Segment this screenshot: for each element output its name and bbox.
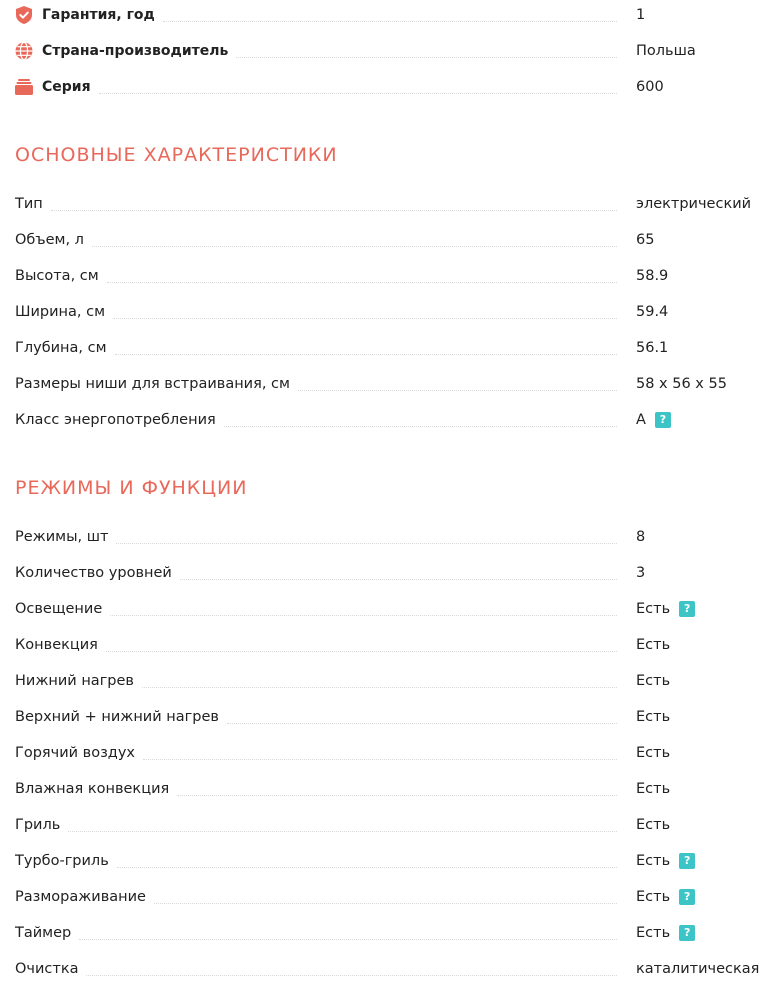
- spec-value: Есть: [636, 781, 671, 797]
- spec-row: [15, 526, 768, 548]
- help-icon[interactable]: ?: [655, 412, 671, 428]
- spec-row: [15, 265, 768, 287]
- spec-row-series: [15, 76, 768, 98]
- help-icon[interactable]: ?: [679, 925, 695, 941]
- spec-label: Верхний + нижний нагрев: [15, 706, 227, 728]
- spec-row: [15, 778, 768, 800]
- leader-dots: [51, 210, 617, 211]
- leader-dots: [107, 282, 617, 283]
- spec-value: 58 x 56 x 55: [636, 376, 727, 392]
- leader-dots: [116, 543, 617, 544]
- spec-row-warranty: [15, 4, 768, 26]
- leader-dots: [177, 795, 617, 796]
- spec-label: Ширина, см: [15, 301, 113, 323]
- leader-dots: [154, 903, 617, 904]
- spec-row: [15, 373, 768, 395]
- leader-dots: [79, 939, 617, 940]
- section-title-main: ОСНОВНЫЕ ХАРАКТЕРИСТИКИ: [15, 144, 338, 166]
- spec-label: Турбо-гриль: [15, 850, 117, 872]
- spec-value: Есть: [636, 637, 671, 653]
- spec-row-country: [15, 40, 768, 62]
- spec-value: Есть: [636, 889, 671, 905]
- spec-row: [15, 706, 768, 728]
- spec-label: Влажная конвекция: [15, 778, 177, 800]
- spec-label: Гриль: [15, 814, 68, 836]
- spec-row: [15, 562, 768, 584]
- spec-label: Режимы, шт: [15, 526, 116, 548]
- leader-dots: [117, 867, 617, 868]
- help-icon[interactable]: ?: [679, 853, 695, 869]
- spec-label: Объем, л: [15, 229, 92, 251]
- leader-dots: [224, 426, 617, 427]
- spec-row: [15, 193, 768, 215]
- spec-label: Тип: [15, 193, 51, 215]
- leader-dots: [86, 975, 617, 976]
- leader-dots: [115, 354, 617, 355]
- leader-dots: [163, 21, 617, 22]
- stack-icon: [15, 78, 33, 96]
- spec-row: [15, 409, 768, 431]
- spec-value: Польша: [636, 43, 696, 59]
- spec-row: [15, 634, 768, 656]
- leader-dots: [110, 615, 617, 616]
- leader-dots: [92, 246, 617, 247]
- spec-row: [15, 922, 768, 944]
- spec-value: Есть: [636, 745, 671, 761]
- spec-value: 3: [636, 565, 646, 581]
- leader-dots: [143, 759, 617, 760]
- spec-row: [15, 958, 768, 980]
- spec-label: Размеры ниши для встраивания, см: [15, 373, 298, 395]
- leader-dots: [106, 651, 617, 652]
- leader-dots: [180, 579, 617, 580]
- spec-label: Горячий воздух: [15, 742, 143, 764]
- leader-dots: [227, 723, 617, 724]
- spec-value: Есть: [636, 817, 671, 833]
- spec-value: электрический: [636, 196, 752, 212]
- spec-label: Количество уровней: [15, 562, 180, 584]
- help-icon[interactable]: ?: [679, 889, 695, 905]
- spec-row: [15, 598, 768, 620]
- spec-label: Освещение: [15, 598, 110, 620]
- spec-label: Класс энергопотребления: [15, 409, 224, 431]
- leader-dots: [99, 93, 617, 94]
- spec-label: Серия: [42, 76, 99, 98]
- spec-row: [15, 742, 768, 764]
- spec-label: Глубина, см: [15, 337, 115, 359]
- leader-dots: [142, 687, 617, 688]
- leader-dots: [68, 831, 617, 832]
- spec-label: Очистка: [15, 958, 86, 980]
- spec-label: Нижний нагрев: [15, 670, 142, 692]
- spec-label: Высота, см: [15, 265, 107, 287]
- spec-label: Таймер: [15, 922, 79, 944]
- spec-row: [15, 850, 768, 872]
- spec-value: Есть: [636, 853, 671, 869]
- spec-row: [15, 301, 768, 323]
- spec-label: Размораживание: [15, 886, 154, 908]
- spec-value: 58.9: [636, 268, 669, 284]
- spec-value: A: [636, 412, 646, 428]
- leader-dots: [113, 318, 617, 319]
- shield-check-icon: [15, 6, 33, 24]
- spec-value: 65: [636, 232, 655, 248]
- spec-row: [15, 814, 768, 836]
- leader-dots: [236, 57, 617, 58]
- help-icon[interactable]: ?: [679, 601, 695, 617]
- spec-value: 56.1: [636, 340, 669, 356]
- spec-value: Есть: [636, 601, 671, 617]
- spec-value: каталитическая: [636, 961, 760, 977]
- spec-row: [15, 337, 768, 359]
- spec-value: 600: [636, 79, 664, 95]
- spec-value: 1: [636, 7, 646, 23]
- globe-icon: [15, 42, 33, 60]
- spec-value: Есть: [636, 709, 671, 725]
- section-title-modes: РЕЖИМЫ И ФУНКЦИИ: [15, 477, 248, 499]
- spec-label: Страна-производитель: [42, 40, 236, 62]
- spec-label: Конвекция: [15, 634, 106, 656]
- spec-value: Есть: [636, 673, 671, 689]
- spec-label: Гарантия, год: [42, 4, 163, 26]
- spec-value: 8: [636, 529, 646, 545]
- leader-dots: [298, 390, 617, 391]
- spec-row: [15, 886, 768, 908]
- spec-value: 59.4: [636, 304, 669, 320]
- spec-value: Есть: [636, 925, 671, 941]
- spec-row: [15, 670, 768, 692]
- spec-row: [15, 229, 768, 251]
